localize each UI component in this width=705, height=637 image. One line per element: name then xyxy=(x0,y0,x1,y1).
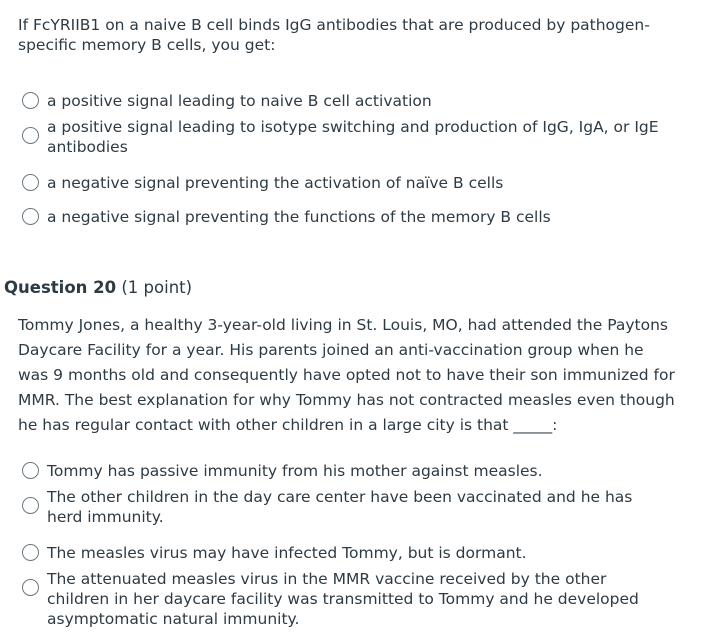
answer-option-label: a positive signal leading to isotype switching and production of IgG, IgA, or IgE antibodies xyxy=(47,118,659,156)
answer-option-label: Tommy has passive immunity from his mother against measles. xyxy=(47,462,543,480)
radio-button[interactable] xyxy=(22,579,39,596)
answer-option-label: a positive signal leading to naive B cell activation xyxy=(47,92,432,110)
question-points: (1 point) xyxy=(121,278,193,297)
answer-option-label: The attenuated measles virus in the MMR vaccine received by the other children in her daycare facility was transmitted to Tommy and he developed asymptomatic natural immunity. xyxy=(47,570,639,628)
answer-option-label: a negative signal preventing the functions of the memory B cells xyxy=(47,208,551,226)
answer-option-label: The measles virus may have infected Tommy, but is dormant. xyxy=(47,544,527,562)
question-number: Question 20 xyxy=(4,278,117,297)
radio-button[interactable] xyxy=(22,174,39,191)
question-20-prompt: Tommy Jones, a healthy 3-year-old living in St. Louis, MO, had attended the Paytons Daycare Facility for a year. His parents joined an anti-vaccination group when he was 9 months old and consequently have opted not to have their son immunized for MMR. The best explanation for why Tommy has not contracted measles even though he has regular contact with other children in a large city is that _____: xyxy=(18,316,675,434)
radio-button[interactable] xyxy=(22,497,39,514)
radio-button[interactable] xyxy=(22,544,39,561)
radio-button[interactable] xyxy=(22,92,39,109)
answer-option-label: a negative signal preventing the activation of naïve B cells xyxy=(47,174,504,192)
radio-button[interactable] xyxy=(22,208,39,225)
answer-option-label: The other children in the day care center have been vaccinated and he has herd immunity. xyxy=(47,488,633,526)
radio-button[interactable] xyxy=(22,127,39,144)
question-19-prompt: If FcYRIIB1 on a naive B cell binds IgG antibodies that are produced by pathogen-specific memory B cells, you get: xyxy=(18,16,650,54)
question-20-header xyxy=(4,278,192,298)
radio-button[interactable] xyxy=(22,462,39,479)
